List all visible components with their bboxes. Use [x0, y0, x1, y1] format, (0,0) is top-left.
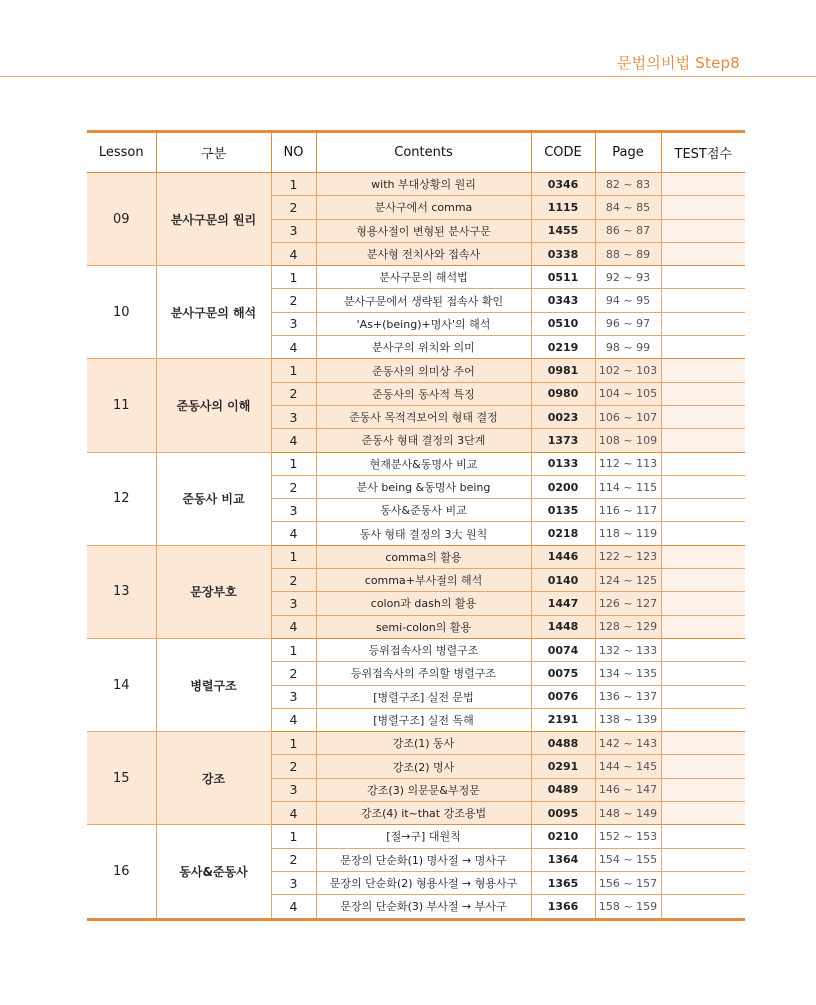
row-page: 142 ~ 143 — [595, 732, 661, 755]
lesson-group — [87, 266, 745, 359]
lesson-category: 분사구문의 원리 — [156, 173, 271, 266]
row-page: 128 ~ 129 — [595, 615, 661, 638]
row-page: 102 ~ 103 — [595, 359, 661, 382]
row-number: 4 — [271, 522, 316, 545]
row-page: 146 ~ 147 — [595, 778, 661, 801]
row-content: 분사구문의 해석법 — [316, 266, 531, 289]
row-test-score — [661, 359, 745, 382]
row-code: 0343 — [531, 289, 595, 312]
row-code: 1373 — [531, 429, 595, 452]
row-code: 1115 — [531, 196, 595, 219]
row-page: 126 ~ 127 — [595, 592, 661, 615]
row-number: 2 — [271, 755, 316, 778]
row-number: 4 — [271, 615, 316, 638]
row-content: 문장의 단순화(2) 형용사절 → 형용사구 — [316, 871, 531, 894]
row-content: 분사 being &동명사 being — [316, 475, 531, 498]
row-content: 동사 형태 결정의 3大 원칙 — [316, 522, 531, 545]
row-content: 준동사의 동사적 특징 — [316, 382, 531, 405]
header-page: Page — [595, 132, 661, 173]
row-number: 2 — [271, 196, 316, 219]
row-test-score — [661, 289, 745, 312]
row-number: 4 — [271, 336, 316, 359]
row-code: 0291 — [531, 755, 595, 778]
row-content: 현재분사&동명사 비교 — [316, 452, 531, 475]
row-code: 0218 — [531, 522, 595, 545]
table-row — [87, 638, 745, 661]
row-content: 'As+(being)+명사'의 해석 — [316, 312, 531, 335]
row-number: 1 — [271, 825, 316, 848]
lesson-number: 15 — [87, 732, 156, 825]
row-page: 144 ~ 145 — [595, 755, 661, 778]
row-number: 3 — [271, 312, 316, 335]
row-test-score — [661, 242, 745, 265]
row-page: 156 ~ 157 — [595, 871, 661, 894]
row-test-score — [661, 685, 745, 708]
row-test-score — [661, 405, 745, 428]
row-page: 98 ~ 99 — [595, 336, 661, 359]
row-page: 114 ~ 115 — [595, 475, 661, 498]
row-code: 1364 — [531, 848, 595, 871]
row-page: 154 ~ 155 — [595, 848, 661, 871]
row-test-score — [661, 662, 745, 685]
row-number: 4 — [271, 242, 316, 265]
row-number: 1 — [271, 452, 316, 475]
row-code: 0346 — [531, 173, 595, 196]
row-number: 3 — [271, 685, 316, 708]
row-test-score — [661, 848, 745, 871]
row-page: 82 ~ 83 — [595, 173, 661, 196]
row-content: 강조(3) 의문문&부정문 — [316, 778, 531, 801]
lesson-category: 준동사 비교 — [156, 452, 271, 545]
row-page: 84 ~ 85 — [595, 196, 661, 219]
lesson-number: 16 — [87, 825, 156, 919]
row-test-score — [661, 755, 745, 778]
row-number: 3 — [271, 592, 316, 615]
header-no: NO — [271, 132, 316, 173]
book-title: 문법의비법 Step8 — [616, 54, 740, 72]
row-content: 분사구의 위치와 의미 — [316, 336, 531, 359]
row-page: 92 ~ 93 — [595, 266, 661, 289]
row-number: 1 — [271, 173, 316, 196]
row-test-score — [661, 638, 745, 661]
table-header-row — [87, 132, 745, 173]
row-page: 138 ~ 139 — [595, 708, 661, 731]
row-test-score — [661, 732, 745, 755]
row-content: 준동사 형태 결정의 3단계 — [316, 429, 531, 452]
row-number: 1 — [271, 732, 316, 755]
row-page: 136 ~ 137 — [595, 685, 661, 708]
table-row — [87, 359, 745, 382]
row-test-score — [661, 173, 745, 196]
row-code: 1455 — [531, 219, 595, 242]
header-divider — [0, 76, 816, 77]
row-content: 분사형 전치사와 접속사 — [316, 242, 531, 265]
row-content: comma+부사절의 해석 — [316, 569, 531, 592]
row-content: comma의 활용 — [316, 545, 531, 568]
table-row — [87, 732, 745, 755]
lesson-group — [87, 545, 745, 638]
row-number: 1 — [271, 359, 316, 382]
row-number: 3 — [271, 219, 316, 242]
row-code: 1448 — [531, 615, 595, 638]
row-test-score — [661, 452, 745, 475]
row-number: 2 — [271, 848, 316, 871]
row-page: 158 ~ 159 — [595, 895, 661, 919]
row-page: 104 ~ 105 — [595, 382, 661, 405]
row-number: 4 — [271, 429, 316, 452]
row-number: 1 — [271, 638, 316, 661]
row-number: 2 — [271, 569, 316, 592]
lesson-number: 10 — [87, 266, 156, 359]
lesson-category: 문장부호 — [156, 545, 271, 638]
row-code: 0200 — [531, 475, 595, 498]
row-page: 122 ~ 123 — [595, 545, 661, 568]
table-row — [87, 545, 745, 568]
row-page: 148 ~ 149 — [595, 802, 661, 825]
header-test-score: TEST점수 — [661, 132, 745, 173]
lesson-number: 11 — [87, 359, 156, 452]
row-content: 문장의 단순화(3) 부사절 → 부사구 — [316, 895, 531, 919]
row-number: 3 — [271, 871, 316, 894]
row-content: semi-colon의 활용 — [316, 615, 531, 638]
row-content: [병렬구조] 실전 독해 — [316, 708, 531, 731]
row-content: 동사&준동사 비교 — [316, 499, 531, 522]
row-code: 0980 — [531, 382, 595, 405]
row-test-score — [661, 382, 745, 405]
row-test-score — [661, 429, 745, 452]
row-test-score — [661, 569, 745, 592]
row-code: 1365 — [531, 871, 595, 894]
table-row — [87, 825, 745, 848]
row-number: 2 — [271, 475, 316, 498]
row-code: 0076 — [531, 685, 595, 708]
row-test-score — [661, 871, 745, 894]
row-code: 1446 — [531, 545, 595, 568]
row-test-score — [661, 499, 745, 522]
row-test-score — [661, 219, 745, 242]
lesson-number: 09 — [87, 173, 156, 266]
lesson-category: 병렬구조 — [156, 638, 271, 731]
row-number: 4 — [271, 708, 316, 731]
lesson-category: 준동사의 이해 — [156, 359, 271, 452]
row-test-score — [661, 545, 745, 568]
row-number: 3 — [271, 778, 316, 801]
lesson-group — [87, 732, 745, 825]
row-code: 0095 — [531, 802, 595, 825]
lesson-group — [87, 359, 745, 452]
row-number: 1 — [271, 545, 316, 568]
row-page: 152 ~ 153 — [595, 825, 661, 848]
row-content: 분사구문에서 생략된 접속사 확인 — [316, 289, 531, 312]
row-code: 1366 — [531, 895, 595, 919]
row-page: 94 ~ 95 — [595, 289, 661, 312]
row-code: 0023 — [531, 405, 595, 428]
row-number: 1 — [271, 266, 316, 289]
row-test-score — [661, 475, 745, 498]
row-page: 134 ~ 135 — [595, 662, 661, 685]
table-row — [87, 266, 745, 289]
row-content: 문장의 단순화(1) 명사절 → 명사구 — [316, 848, 531, 871]
row-number: 4 — [271, 802, 316, 825]
row-content: 강조(2) 명사 — [316, 755, 531, 778]
row-number: 4 — [271, 895, 316, 919]
row-test-score — [661, 312, 745, 335]
lesson-category: 강조 — [156, 732, 271, 825]
row-content: with 부대상황의 원리 — [316, 173, 531, 196]
row-content: 준동사 목적격보어의 형태 결정 — [316, 405, 531, 428]
row-page: 116 ~ 117 — [595, 499, 661, 522]
row-page: 96 ~ 97 — [595, 312, 661, 335]
row-test-score — [661, 522, 745, 545]
row-page: 88 ~ 89 — [595, 242, 661, 265]
row-content: 등위접속사의 병렬구조 — [316, 638, 531, 661]
row-test-score — [661, 336, 745, 359]
row-test-score — [661, 895, 745, 919]
row-test-score — [661, 708, 745, 731]
row-code: 2191 — [531, 708, 595, 731]
row-code: 0074 — [531, 638, 595, 661]
row-number: 3 — [271, 405, 316, 428]
row-code: 0489 — [531, 778, 595, 801]
row-content: [절→구] 대원칙 — [316, 825, 531, 848]
lesson-table — [87, 130, 745, 921]
row-content: [병렬구조] 실전 문법 — [316, 685, 531, 708]
row-content: 준동사의 의미상 주어 — [316, 359, 531, 382]
row-content: 등위접속사의 주의할 병렬구조 — [316, 662, 531, 685]
lesson-group — [87, 825, 745, 919]
row-content: 강조(4) it~that 강조용법 — [316, 802, 531, 825]
lesson-number: 13 — [87, 545, 156, 638]
row-code: 0510 — [531, 312, 595, 335]
row-code: 0075 — [531, 662, 595, 685]
row-number: 2 — [271, 662, 316, 685]
lesson-group — [87, 452, 745, 545]
row-content: 강조(1) 동사 — [316, 732, 531, 755]
table-row — [87, 173, 745, 196]
row-code: 0133 — [531, 452, 595, 475]
row-number: 2 — [271, 382, 316, 405]
row-code: 0488 — [531, 732, 595, 755]
row-page: 124 ~ 125 — [595, 569, 661, 592]
row-test-score — [661, 825, 745, 848]
lesson-category: 동사&준동사 — [156, 825, 271, 919]
row-number: 3 — [271, 499, 316, 522]
lesson-number: 12 — [87, 452, 156, 545]
lesson-group — [87, 173, 745, 266]
header-contents: Contents — [316, 132, 531, 173]
row-code: 0210 — [531, 825, 595, 848]
row-number: 2 — [271, 289, 316, 312]
row-page: 132 ~ 133 — [595, 638, 661, 661]
row-test-score — [661, 802, 745, 825]
row-code: 0511 — [531, 266, 595, 289]
row-code: 0219 — [531, 336, 595, 359]
row-test-score — [661, 778, 745, 801]
header-category: 구분 — [156, 132, 271, 173]
row-code: 0338 — [531, 242, 595, 265]
row-code: 1447 — [531, 592, 595, 615]
row-code: 0981 — [531, 359, 595, 382]
row-page: 106 ~ 107 — [595, 405, 661, 428]
row-content: 형용사절이 변형된 분사구문 — [316, 219, 531, 242]
header-code: CODE — [531, 132, 595, 173]
row-page: 108 ~ 109 — [595, 429, 661, 452]
lesson-group — [87, 638, 745, 731]
lesson-category: 분사구문의 해석 — [156, 266, 271, 359]
row-test-score — [661, 592, 745, 615]
row-test-score — [661, 196, 745, 219]
row-code: 0135 — [531, 499, 595, 522]
table-row — [87, 452, 745, 475]
row-code: 0140 — [531, 569, 595, 592]
lesson-number: 14 — [87, 638, 156, 731]
row-content: colon과 dash의 활용 — [316, 592, 531, 615]
row-page: 118 ~ 119 — [595, 522, 661, 545]
row-test-score — [661, 266, 745, 289]
row-test-score — [661, 615, 745, 638]
header-lesson: Lesson — [87, 132, 156, 173]
row-page: 112 ~ 113 — [595, 452, 661, 475]
row-page: 86 ~ 87 — [595, 219, 661, 242]
row-content: 분사구에서 comma — [316, 196, 531, 219]
